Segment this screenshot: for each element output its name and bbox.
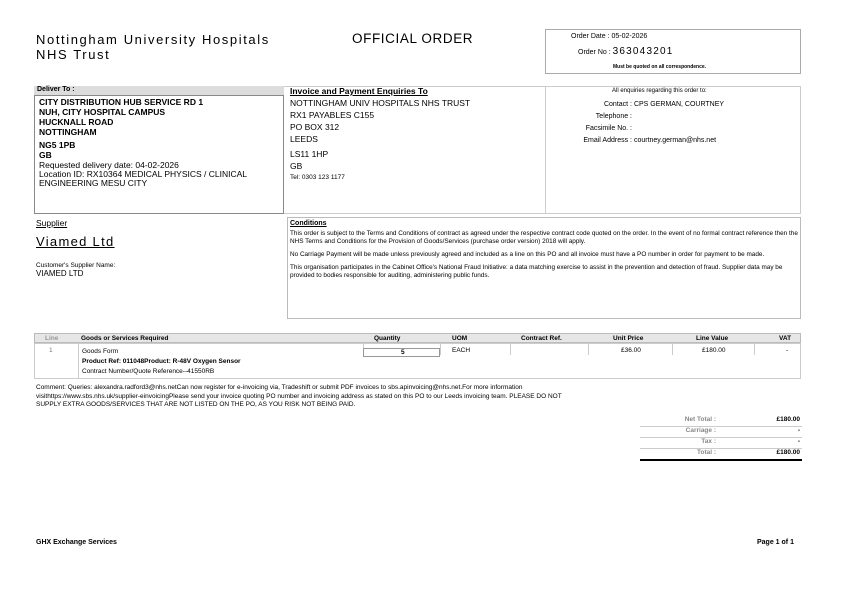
row-divider bbox=[440, 344, 441, 355]
deliver-line: CITY DISTRIBUTION HUB SERVICE RD 1 bbox=[39, 97, 204, 107]
carriage-label: Carriage : bbox=[685, 427, 716, 434]
row-vat: - bbox=[786, 347, 789, 354]
row-divider bbox=[588, 344, 589, 355]
customer-supplier-label: Customer's Supplier Name: bbox=[36, 262, 116, 269]
deliver-line: HUCKNALL ROAD bbox=[39, 117, 114, 127]
row-divider bbox=[754, 344, 755, 355]
deliver-to-label: Deliver To : bbox=[37, 86, 75, 93]
footer-left: GHX Exchange Services bbox=[36, 539, 117, 546]
total-label: Total : bbox=[696, 449, 716, 456]
tax-value: - bbox=[797, 438, 800, 445]
deliver-line: NUH, CITY HOSPITAL CAMPUS bbox=[39, 107, 166, 117]
col-vat: VAT bbox=[779, 335, 792, 342]
deliver-postcode: NG5 1PB bbox=[39, 140, 76, 150]
net-total-value: £180.00 bbox=[776, 416, 800, 423]
organisation-name bbox=[36, 32, 270, 62]
order-number-value: 363043201 bbox=[612, 46, 674, 57]
comment-line: visithttps://www.sbs.nhs.uk/supplier-einvoicingPlease send your invoice quoting PO number and invoicing address as stated on this PO to our Leeds invoicing team. PLEASE DO NOT bbox=[36, 392, 562, 400]
col-line-value: Line Value bbox=[696, 335, 729, 342]
invoice-country: GB bbox=[290, 161, 303, 171]
conditions-text bbox=[290, 230, 798, 280]
facsimile-label: Facsimile No. : bbox=[585, 125, 632, 132]
invoice-postcode: LS11 1HP bbox=[290, 149, 329, 159]
organisation-line1: Nottingham University Hospitals bbox=[36, 32, 270, 47]
telephone-label: Telephone : bbox=[595, 113, 632, 120]
table-row bbox=[34, 343, 801, 379]
tax-row bbox=[640, 438, 802, 449]
requested-delivery-date: Requested delivery date: 04-02-2026 bbox=[39, 160, 179, 170]
page-number: Page 1 of 1 bbox=[757, 539, 794, 546]
order-date-value: 05-02-2026 bbox=[611, 33, 648, 40]
deliver-to-address bbox=[39, 97, 282, 188]
comment bbox=[36, 384, 806, 410]
quantity-box bbox=[363, 348, 440, 357]
deliver-line: NOTTINGHAM bbox=[39, 127, 97, 137]
email-label: Email Address : bbox=[583, 137, 632, 144]
col-line: Line bbox=[45, 335, 59, 342]
conditions-para: This order is subject to the Terms and Conditions of contract as agreed under the respective contract code quoted on the order. In the event of no formal contract reference then the NHS Terms and Conditions for the Provision of Goods/Services (purchase order version) 2018 will apply. bbox=[290, 230, 798, 245]
order-date bbox=[571, 33, 647, 41]
col-goods: Goods or Services Required bbox=[81, 335, 169, 342]
row-divider bbox=[672, 344, 673, 355]
deliver-country: GB bbox=[39, 150, 52, 160]
table-header bbox=[34, 333, 801, 343]
col-quantity: Quantity bbox=[374, 335, 401, 342]
customer-supplier-value: VIAMED LTD bbox=[36, 269, 84, 278]
goods-line: Product Ref: 011048Product: R-48V Oxygen Sensor bbox=[82, 358, 241, 365]
carriage-value: - bbox=[797, 427, 800, 434]
row-line-value: £180.00 bbox=[702, 347, 726, 354]
invoice-tel: Tel: 0303 123 1177 bbox=[290, 174, 345, 181]
contact-value: CPS GERMAN, COURTNEY bbox=[633, 101, 725, 108]
total-value: £180.00 bbox=[776, 449, 800, 456]
goods-line: Goods Form bbox=[82, 348, 119, 355]
supplier-label: Supplier bbox=[36, 218, 68, 228]
invoice-line: NOTTINGHAM UNIV HOSPITALS NHS TRUST bbox=[290, 98, 471, 108]
customer-supplier-name bbox=[36, 262, 115, 278]
row-quantity: 5 bbox=[401, 349, 405, 356]
net-total-label: Net Total : bbox=[684, 416, 716, 423]
net-total-row bbox=[640, 416, 802, 427]
tax-label: Tax : bbox=[701, 438, 716, 445]
conditions-label: Conditions bbox=[290, 220, 327, 227]
carriage-row bbox=[640, 427, 802, 438]
row-uom: EACH bbox=[452, 347, 471, 354]
goods-line: Contract Number/Quote Reference--41550RB bbox=[82, 368, 215, 375]
supplier-name: Viamed Ltd bbox=[36, 234, 115, 249]
totals bbox=[640, 416, 802, 461]
invoice-line: PO BOX 312 bbox=[290, 122, 340, 132]
row-divider bbox=[510, 344, 511, 355]
row-divider bbox=[78, 344, 79, 379]
email-value: courtney.german@nhs.net bbox=[633, 137, 717, 144]
col-unit-price: Unit Price bbox=[613, 335, 644, 342]
contact-divider bbox=[545, 86, 546, 214]
organisation-line2: NHS Trust bbox=[36, 47, 111, 62]
contact-intro: All enquiries regarding this order to: bbox=[612, 88, 707, 94]
row-unit-price: £36.00 bbox=[621, 347, 641, 354]
invoice-line: LEEDS bbox=[290, 134, 318, 144]
row-goods bbox=[82, 347, 241, 377]
conditions-para: No Carriage Payment will be made unless previously agreed and included as a line on this PO and all invoice must have a PO number in order for payment to be made. bbox=[290, 251, 765, 258]
conditions-para: This organisation participates in the Cabinet Office's National Fraud Initiative: a data matching exercise to assist in the prevention and detection of fraud. Supplier data may be provided to bodies responsible for auditing, administering public funds. bbox=[290, 264, 783, 279]
row-line-number: 1 bbox=[49, 347, 53, 354]
document-title: OFFICIAL ORDER bbox=[352, 31, 474, 46]
comment-line: Comment: Queries: alexandra.radford3@nhs.netCan now register for e-invoicing via, Tradeshift or submit PDF invoices to sbs.apinvoicing@nhs.net.For more information bbox=[36, 384, 523, 391]
total-row bbox=[640, 449, 802, 461]
col-uom: UOM bbox=[452, 335, 468, 342]
invoice-address bbox=[290, 98, 540, 183]
location-id: Location ID: RX10364 MEDICAL PHYSICS / CLINICAL ENGINEERING MESU CITY bbox=[39, 169, 247, 188]
order-number bbox=[578, 46, 674, 57]
comment-line: SUPPLY EXTRA GOODS/SERVICES THAT ARE NOT LISTED ON THE PO, AS YOU RISK NOT BEING PAID. bbox=[36, 401, 356, 408]
order-number-label: Order No : bbox=[578, 49, 611, 56]
contact-details bbox=[550, 101, 800, 149]
contact-label: Contact : bbox=[603, 101, 632, 108]
invoice-label: Invoice and Payment Enquiries To bbox=[290, 86, 428, 96]
invoice-line: RX1 PAYABLES C155 bbox=[290, 110, 375, 120]
order-date-label: Order Date : bbox=[571, 33, 610, 40]
col-contract-ref: Contract Ref. bbox=[521, 335, 562, 342]
order-note: Must be quoted on all correspondence. bbox=[613, 64, 707, 70]
